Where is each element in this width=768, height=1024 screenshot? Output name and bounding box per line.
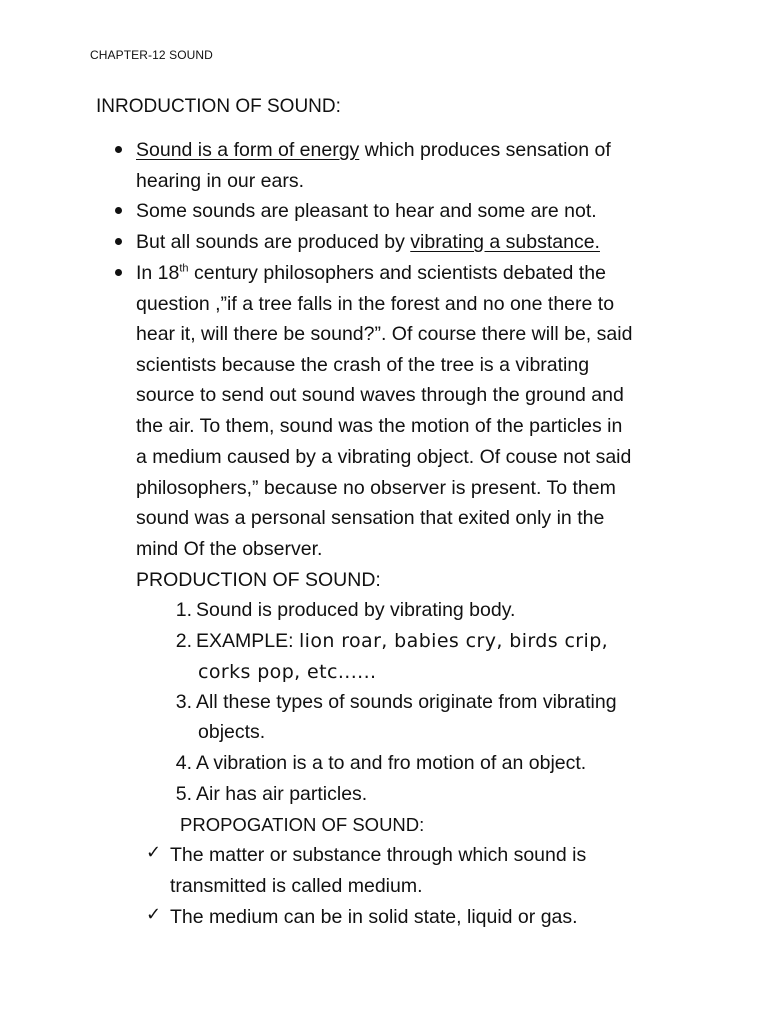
list-number: 5.: [175, 783, 192, 805]
list-number: 3.: [175, 691, 192, 713]
numbered-item-5: [168, 782, 367, 806]
bullet-dot-icon: [115, 146, 122, 153]
bullet-item-4-line-4: scientists because the crash of the tree is a vibrating: [136, 354, 590, 376]
superscript: th: [179, 262, 189, 275]
list-number: 2.: [175, 630, 192, 652]
bullet-item-1-line-2: hearing in our ears.: [136, 170, 305, 192]
bullet-item-4: [136, 261, 606, 285]
bullet-item-4-line-3: hear it, will there be sound?”. Of course there will be, said: [136, 323, 633, 345]
example-text: lion roar, babies cry, birds crip,: [298, 630, 609, 652]
checkmark-icon: ✓: [146, 904, 162, 925]
bullet-item-4-line-7: a medium caused by a vibrating object. Of couse not said: [136, 446, 632, 468]
check-item-1-line-2: transmitted is called medium.: [170, 875, 423, 897]
bullet-item-4-line-10: mind Of the observer.: [136, 538, 323, 560]
bullet-dot-icon: [115, 238, 122, 245]
text-span: Air has air particles.: [196, 783, 368, 805]
numbered-item-3: [168, 690, 617, 714]
text-span: which produces sensation of: [359, 139, 611, 161]
check-item-1: The matter or substance through which sound is: [170, 844, 587, 866]
list-number: 1.: [175, 599, 192, 621]
bullet-item-4-line-5: source to send out sound waves through the ground and: [136, 384, 624, 406]
bullet-item-1: [136, 138, 611, 162]
bullet-item-4-line-8: philosophers,” because no observer is present. To them: [136, 477, 616, 499]
section-heading-production: PRODUCTION OF SOUND:: [136, 569, 381, 591]
underlined-phrase: vibrating a substance.: [410, 231, 600, 253]
bullet-item-2: Some sounds are pleasant to hear and some are not.: [136, 200, 597, 222]
text-span: Sound is produced by vibrating body.: [196, 599, 516, 621]
numbered-item-1: [168, 598, 515, 622]
bullet-item-3: [136, 230, 600, 254]
underlined-phrase: Sound is a form of energy: [136, 139, 360, 161]
numbered-item-3-line-2: objects.: [198, 721, 266, 743]
check-item-2: The medium can be in solid state, liquid or gas.: [170, 906, 578, 928]
text-span: EXAMPLE:: [196, 630, 299, 652]
bullet-item-4-line-2: question ,”if a tree falls in the forest and no one there to: [136, 293, 615, 315]
bullet-item-4-line-6: the air. To them, sound was the motion of the particles in: [136, 415, 623, 437]
text-span: But all sounds are produced by: [136, 231, 411, 253]
numbered-item-2: [168, 629, 608, 653]
section-heading-propagation: PROPOGATION OF SOUND:: [180, 814, 425, 835]
text-span: A vibration is a to and fro motion of an object.: [196, 752, 587, 774]
bullet-item-4-line-9: sound was a personal sensation that exited only in the: [136, 507, 605, 529]
bullet-dot-icon: [115, 269, 122, 276]
numbered-item-2-line-2: corks pop, etc......: [198, 661, 377, 683]
section-title-introduction: INRODUCTION OF SOUND:: [96, 96, 341, 117]
chapter-header: CHAPTER-12 SOUND: [90, 48, 213, 62]
text-span: All these types of sounds originate from vibrating: [196, 691, 617, 713]
bullet-dot-icon: [115, 207, 122, 214]
text-span: century philosophers and scientists debated the: [188, 262, 606, 284]
numbered-item-4: [168, 751, 586, 775]
text-span: In 18: [136, 262, 180, 284]
list-number: 4.: [175, 752, 192, 774]
checkmark-icon: ✓: [146, 842, 162, 863]
